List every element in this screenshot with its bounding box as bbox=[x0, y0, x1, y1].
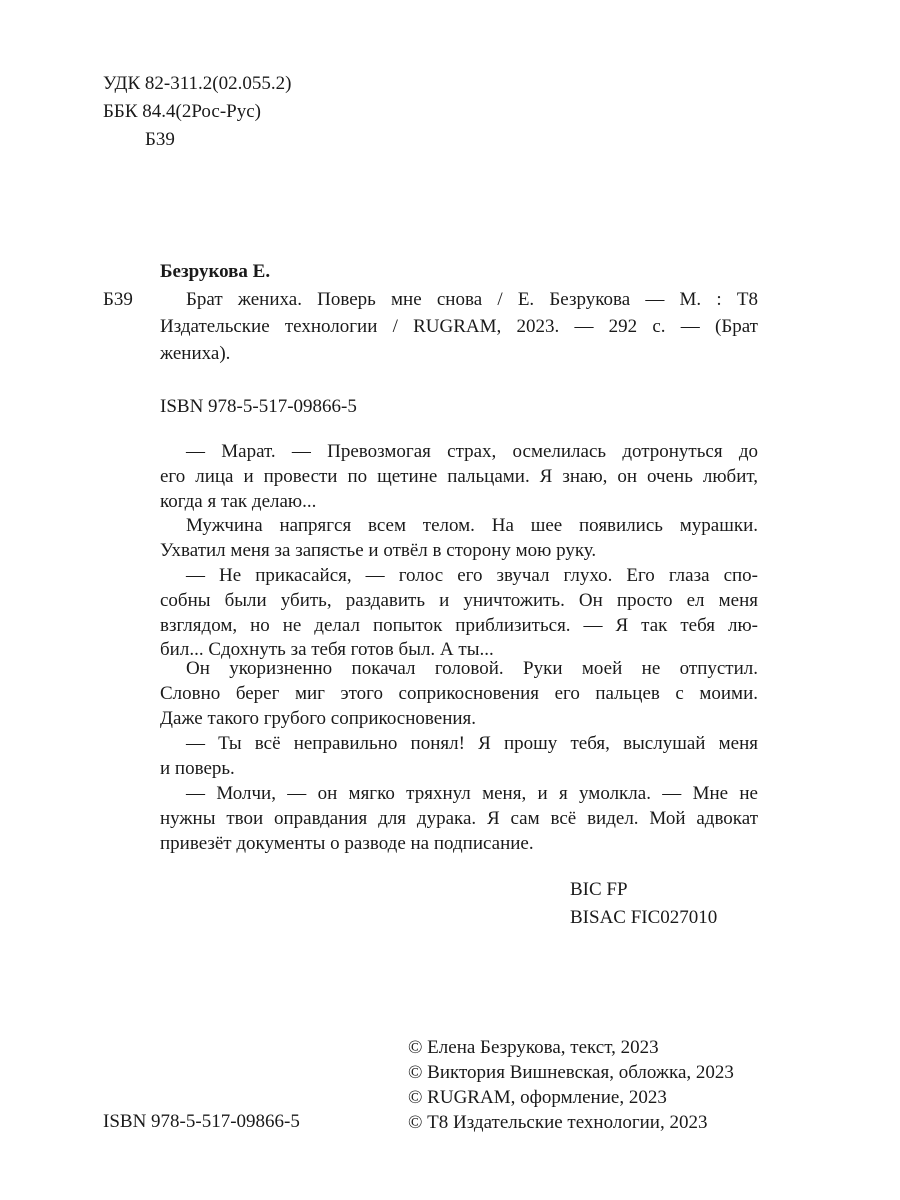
annotation-cont-1 bbox=[160, 465, 758, 514]
entry-description bbox=[186, 288, 758, 313]
bbk-code: ББК 84.4(2Рос-Рус) bbox=[103, 101, 261, 122]
annotation-cont-6 bbox=[160, 807, 758, 856]
annotation-line: взглядом, но не делал попыток приблизиться. — Я так тебя лю- bbox=[160, 614, 758, 636]
entry-code: Б39 bbox=[103, 289, 133, 310]
annotation-line: когда я так делаю... bbox=[160, 490, 317, 512]
annotation-line: — Не прикасайся, — голос его звучал глухо. Его глаза спо- bbox=[186, 565, 758, 586]
bic-code: BIC FP bbox=[570, 879, 628, 900]
annotation-line: Словно берег миг этого соприкосновения его пальцев с моими. bbox=[160, 683, 758, 704]
description-line: Брат жениха. Поверь мне снова / Е. Безрукова — М. : Т8 bbox=[186, 289, 758, 310]
annotation-line: — Ты всё неправильно понял! Я прошу тебя, выслушай меня bbox=[186, 733, 758, 754]
udk-code: УДК 82-311.2(02.055.2) bbox=[103, 73, 292, 94]
copyright-line: © Виктория Вишневская, обложка, 2023 bbox=[408, 1062, 734, 1083]
annotation-cont-4 bbox=[160, 682, 758, 731]
annotation-paragraph-6 bbox=[186, 782, 758, 807]
annotation-paragraph-5 bbox=[186, 732, 758, 757]
annotation-line: Даже такого грубого соприкосновения. bbox=[160, 707, 477, 729]
entry-description-cont bbox=[160, 315, 758, 366]
annotation-cont-5 bbox=[160, 757, 758, 782]
annotation-paragraph bbox=[160, 440, 758, 465]
annotation-line: Ухватил меня за запястье и отвёл в сторону мою руку. bbox=[160, 540, 597, 561]
copyright-line: © Т8 Издательские технологии, 2023 bbox=[408, 1112, 708, 1133]
description-line: Издательские технологии / RUGRAM, 2023. — 292 с. — (Брат bbox=[160, 316, 758, 337]
annotation-line: привезёт документы о разводе на подписание. bbox=[160, 832, 534, 854]
annotation-line: Мужчина напрягся всем телом. На шее появились мурашки. bbox=[186, 515, 758, 536]
annotation-cont-3 bbox=[160, 589, 758, 663]
annotation-line: бил... Сдохнуть за тебя готов был. А ты... bbox=[160, 639, 494, 660]
annotation bbox=[160, 440, 758, 465]
annotation-line: — Молчи, — он мягко тряхнул меня, и я умолкла. — Мне не bbox=[186, 783, 758, 804]
copyright-line: © Елена Безрукова, текст, 2023 bbox=[408, 1037, 659, 1058]
bisac-code: BISAC FIC027010 bbox=[570, 907, 718, 928]
annotation-line: его лица и провести по щетине пальцами. Я знаю, он очень любит, bbox=[160, 466, 758, 487]
annotation-paragraph-3 bbox=[186, 564, 758, 589]
author-mark: Б39 bbox=[145, 129, 175, 150]
annotation-cont-2 bbox=[160, 539, 758, 564]
footer-isbn: ISBN 978-5-517-09866-5 bbox=[103, 1111, 300, 1132]
annotation-line: нужны твои оправдания для дурака. Я сам всё видел. Мой адвокат bbox=[160, 808, 758, 829]
copyright-line: © RUGRAM, оформление, 2023 bbox=[408, 1087, 667, 1108]
entry-isbn: ISBN 978-5-517-09866-5 bbox=[160, 396, 357, 417]
annotation-paragraph-4 bbox=[186, 657, 758, 682]
annotation-line: Он укоризненно покачал головой. Руки моей не отпустил. bbox=[186, 658, 758, 679]
description-line: жениха). bbox=[160, 342, 231, 364]
entry-author: Безрукова Е. bbox=[160, 261, 271, 282]
annotation-paragraph-2 bbox=[186, 514, 758, 539]
annotation-line: собны были убить, раздавить и уничтожить. Он просто ел меня bbox=[160, 590, 758, 611]
annotation-line: — Марат. — Превозмогая страх, осмелилась дотронуться до bbox=[186, 441, 758, 462]
annotation-line: и поверь. bbox=[160, 758, 235, 779]
